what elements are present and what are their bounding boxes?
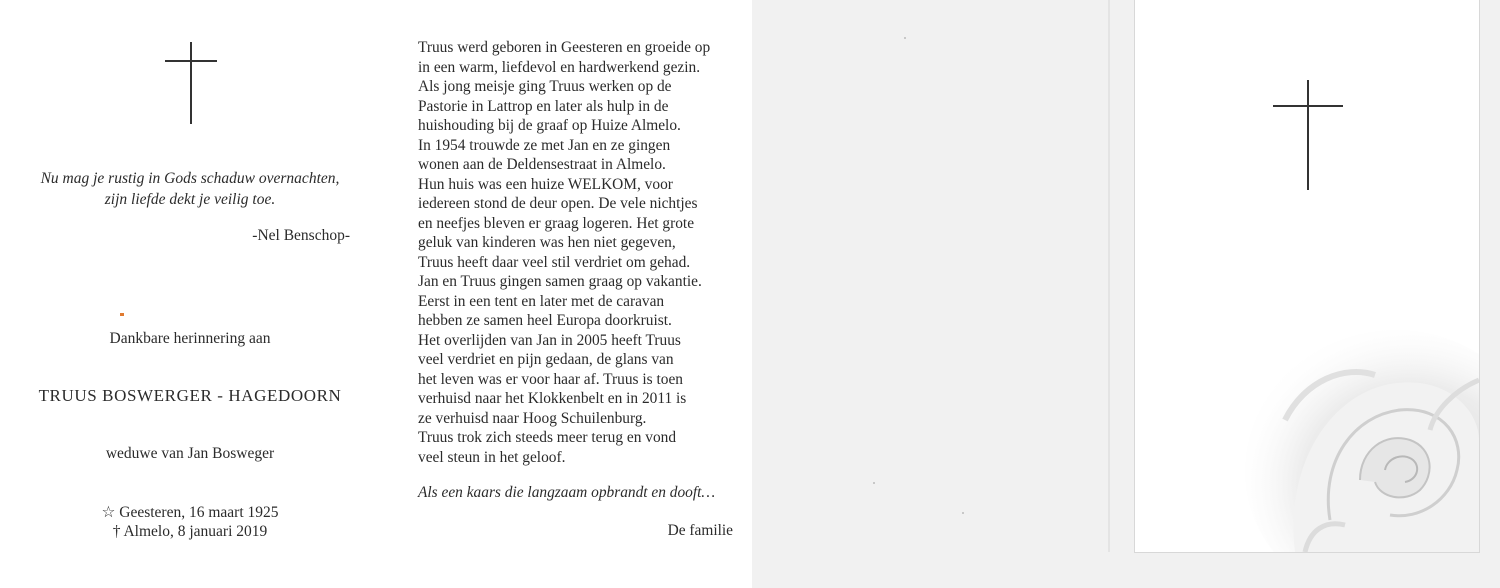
cross-icon <box>165 42 217 124</box>
bio-line: iedereen stond de deur open. De vele nichtjes <box>418 195 698 212</box>
bio-line: Hun huis was een huize WELKOM, voor <box>418 175 673 193</box>
poem-author: -Nel Benschop- <box>252 227 350 244</box>
bio-line: verhuisd naar het Klokkenbelt en in 2011 is <box>418 390 687 407</box>
bio-line: Pastorie in Lattrop en later als hulp in de <box>418 97 669 115</box>
poem <box>0 168 380 210</box>
bio-line: wonen aan de Deldensestraat in Almelo. <box>418 156 666 173</box>
bio-line: Truus werd geboren in Geesteren en groeide op <box>418 39 711 56</box>
back-panel <box>752 0 1500 588</box>
bio-line: het leven was er voor haar af. Truus is toen <box>418 370 683 388</box>
bio-line: Truus heeft daar veel stil verdriet om gehad. <box>418 253 691 271</box>
bio-line: in een warm, liefdevol en hardwerkend gezin. <box>418 58 701 76</box>
deceased-name: TRUUS BOSWERGER - HAGEDOORN <box>38 386 342 405</box>
bio-line: In 1954 trouwde ze met Jan en ze gingen <box>418 136 671 154</box>
bio-line: Truus trok zich steeds meer terug en vond <box>418 429 677 446</box>
bio-line: veel steun in het geloof. <box>418 448 566 466</box>
death-line: † Almelo, 8 januari 2019 <box>112 523 268 540</box>
bio-line: Jan en Truus gingen samen graag op vakantie. <box>418 273 702 290</box>
bio-line: hebben ze samen heel Europa doorkruist. <box>418 312 672 329</box>
relation-line: weduwe van Jan Bosweger <box>105 445 275 462</box>
middle-panel <box>380 0 752 588</box>
rose-icon <box>1135 0 1479 552</box>
bio-line: Eerst in een tent en later met de caravan <box>418 292 665 310</box>
poem-line: zijn liefde dekt je veilig toe. <box>104 191 276 208</box>
bio-line: Als jong meisje ging Truus werken op de <box>418 78 672 95</box>
biography <box>418 38 752 467</box>
remembrance-line: Dankbare herinnering aan <box>109 330 271 347</box>
signoff: De familie <box>667 522 733 539</box>
left-panel <box>0 0 380 588</box>
bio-line: geluk van kinderen was hen niet gegeven, <box>418 234 676 251</box>
bio-line: ze verhuisd naar Hoog Schuilenburg. <box>418 409 647 427</box>
birth-line: ☆ Geesteren, 16 maart 1925 <box>101 504 279 521</box>
card-front <box>1134 0 1480 553</box>
bio-line: huishouding bij de graaf op Huize Almelo. <box>418 117 681 134</box>
bio-line: veel verdriet en pijn gedaan, de glans van <box>418 351 674 368</box>
poem-line: Nu mag je rustig in Gods schaduw overnachten, <box>40 170 340 187</box>
bio-line: Het overlijden van Jan in 2005 heeft Truus <box>418 331 681 349</box>
bio-line: en neefjes bleven er graag logeren. Het grote <box>418 214 695 232</box>
fold-line <box>1108 0 1110 552</box>
ink-dot <box>120 313 124 316</box>
closing-quote: Als een kaars die langzaam opbrandt en dooft… <box>418 484 716 501</box>
